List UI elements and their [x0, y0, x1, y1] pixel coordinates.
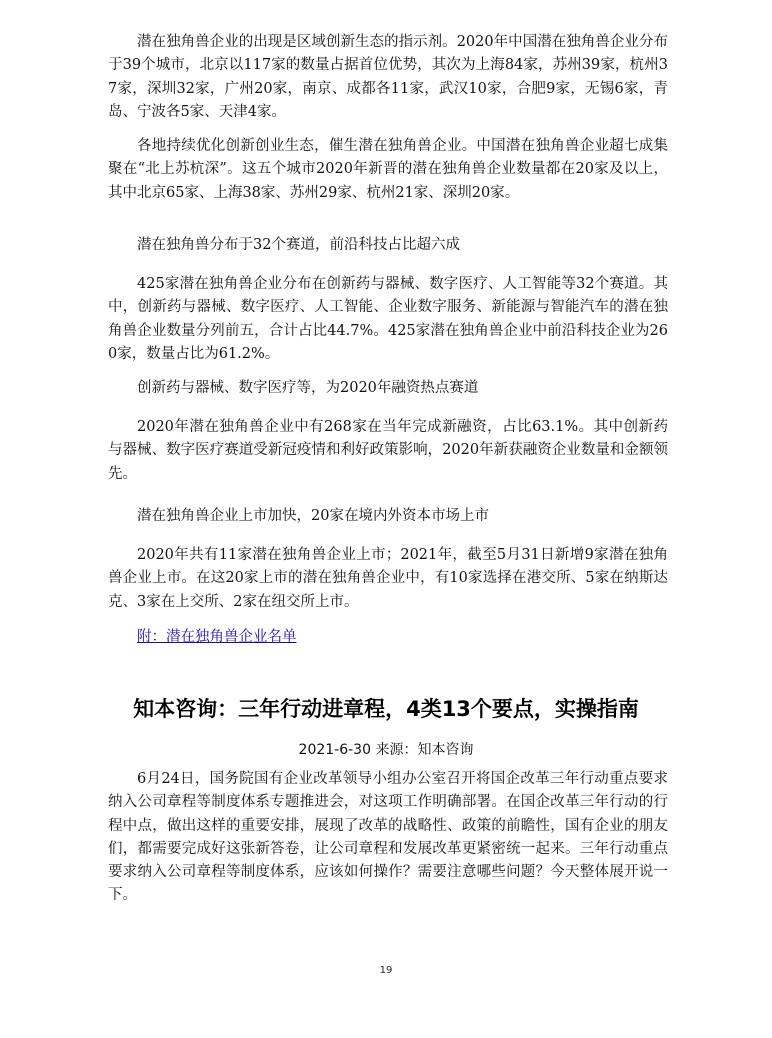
article-title: 知本咨询：三年行动进章程，4类13个要点，实操指南 — [133, 697, 639, 721]
paragraph-tracks: 425家潜在独角兽企业分布在创新药与器械、数字医疗、人工智能等32个赛道。其中，创新药与器械、数字医疗、人工智能、企业数字服务、新能源与智能汽车的潜在独角兽企业数量分列前五，合计占比44.7%。425家潜在独角兽企业中前沿科技企业为260家，数量占比为61.2%。 — [108, 276, 668, 362]
article-meta: 2021-6-30 来源：知本咨询 — [298, 742, 474, 758]
appendix-link[interactable]: 附：潜在独角兽企业名单 — [137, 629, 297, 645]
subheading-listing: 潜在独角兽企业上市加快，20家在境内外资本市场上市 — [137, 508, 489, 524]
paragraph-ecosystem: 各地持续优化创新创业生态，催生潜在独角兽企业。中国潜在独角兽企业超七成集聚在“北上苏杭深”。这五个城市2020年新晋的潜在独角兽企业数量都在20家及以上，其中北京65家、上海38家、苏州29家、杭州21家、深圳20家。 — [108, 138, 668, 201]
article-intro-paragraph: 6月24日，国务院国有企业改革领导小组办公室召开将国企改革三年行动重点要求纳入公司章程等制度体系专题推进会，对这项工作明确部署。在国企改革三年行动的行程中点，做出这样的重要安排，展现了改革的战略性、政策的前瞻性，国有企业的朋友们，都需要完成好这张新答卷，让公司章程和发展改革更紧密统一起来。三年行动重点要求纳入公司章程等制度体系，应该如何操作？需要注意哪些问题？今天整体展开说一下。 — [108, 771, 668, 904]
paragraph-financing: 2020年潜在独角兽企业中有268家在当年完成新融资，占比63.1%。其中创新药与器械、数字医疗赛道受新冠疫情和利好政策影响，2020年新获融资企业数量和金额领先。 — [108, 419, 668, 482]
page-number: 19 — [379, 965, 393, 976]
appendix-paragraph — [108, 626, 668, 649]
paragraph-listing: 2020年共有11家潜在独角兽企业上市；2021年，截至5月31日新增9家潜在独角兽企业上市。在这20家上市的潜在独角兽企业中，有10家选择在港交所、5家在纳斯达克、3家在上交所、2家在纽交所上市。 — [108, 547, 668, 610]
subheading-financing: 创新药与器械、数字医疗等，为2020年融资热点赛道 — [137, 380, 479, 396]
paragraph-city-distribution: 潜在独角兽企业的出现是区域创新生态的指示剂。2020年中国潜在独角兽企业分布于39个城市，北京以117家的数量占据首位优势，其次为上海84家，苏州39家，杭州37家，深圳32家，广州20家，南京、成都各11家，武汉10家，合肥9家，无锡6家，青岛、宁波各5家、天津4家。 — [108, 34, 668, 120]
subheading-tracks: 潜在独角兽分布于32个赛道，前沿科技占比超六成 — [137, 237, 460, 253]
